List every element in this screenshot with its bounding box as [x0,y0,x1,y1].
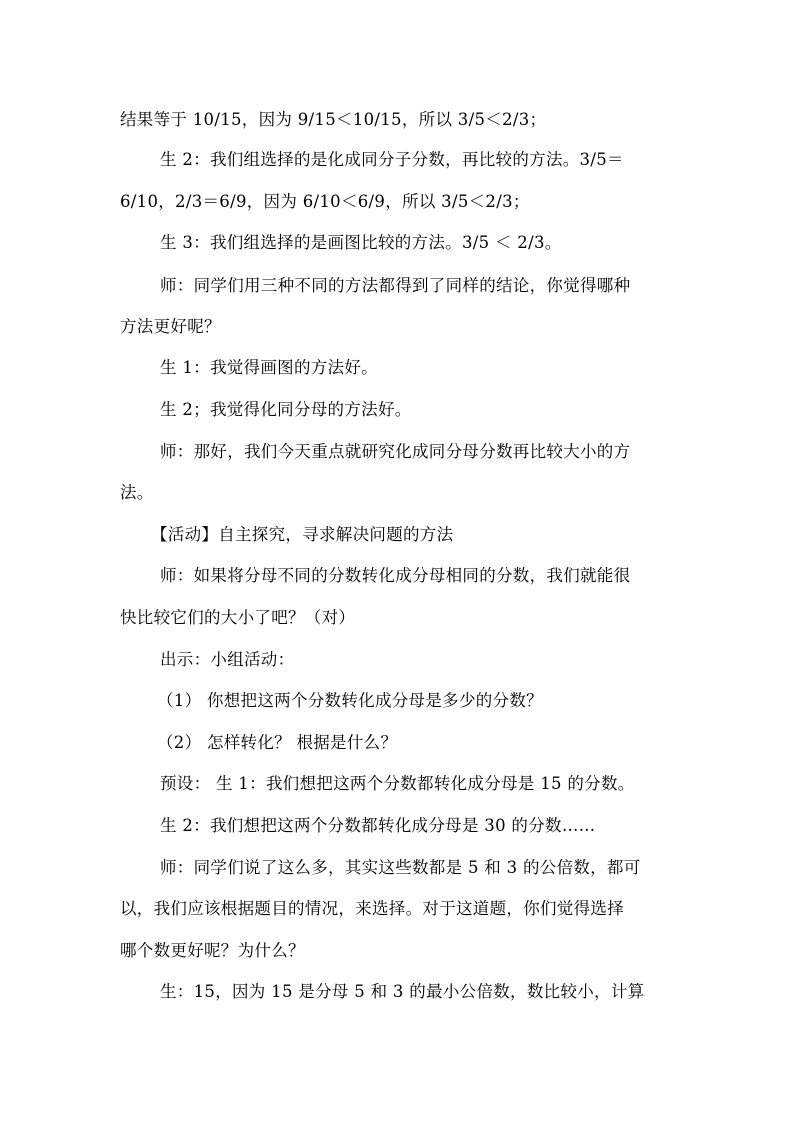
text-line: 快比较它们的大小了吧？（对） [120,608,356,627]
text-line: 生 2：我们组选择的是化成同分子分数，再比较的方法。3/5＝ [160,150,624,169]
text-line: 哪个数更好呢？为什么？ [120,941,305,960]
list-item: （1） 你想把这两个分数转化成分母是多少的分数？ [157,691,543,710]
text-line: 师：同学们说了这么多，其实这些数都是 5 和 3 的公倍数，都可 [160,858,641,877]
text-line: 生 3：我们组选择的是画图比较的方法。3/5 ＜ 2/3。 [160,233,562,252]
text-line: 师：如果将分母不同的分数转化成分母相同的分数，我们就能很 [160,566,631,585]
text-line: 预设： 生 1：我们想把这两个分数都转化成分母是 15 的分数。 [160,774,635,793]
text-line: 方法更好呢？ [120,317,221,336]
text-line: 出示：小组活动： [160,650,295,669]
text-line: 师：那好，我们今天重点就研究化成同分母分数再比较大小的方 [160,442,631,461]
list-item: （2） 怎样转化？ 根据是什么？ [157,733,398,752]
section-heading: 【活动】自主探究，寻求解决问题的方法 [151,525,454,544]
text-line: 生 1：我觉得画图的方法好。 [160,358,378,377]
text-line: 生：15，因为 15 是分母 5 和 3 的最小公倍数，数比较小，计算 [160,982,645,1001]
text-line: 师：同学们用三种不同的方法都得到了同样的结论，你觉得哪种 [160,276,631,295]
text-line: 生 2；我觉得化同分母的方法好。 [160,400,412,419]
text-line: 生 2：我们想把这两个分数都转化成分母是 30 的分数…… [160,816,596,835]
text-line: 以，我们应该根据题目的情况，来选择。对于这道题，你们觉得选择 [120,899,624,918]
text-line: 结果等于 10/15，因为 9/15＜10/15，所以 3/5＜2/3； [120,110,547,129]
text-line: 6/10，2/3＝6/9，因为 6/10＜6/9，所以 3/5＜2/3； [120,192,530,211]
text-line: 法。 [120,483,154,502]
